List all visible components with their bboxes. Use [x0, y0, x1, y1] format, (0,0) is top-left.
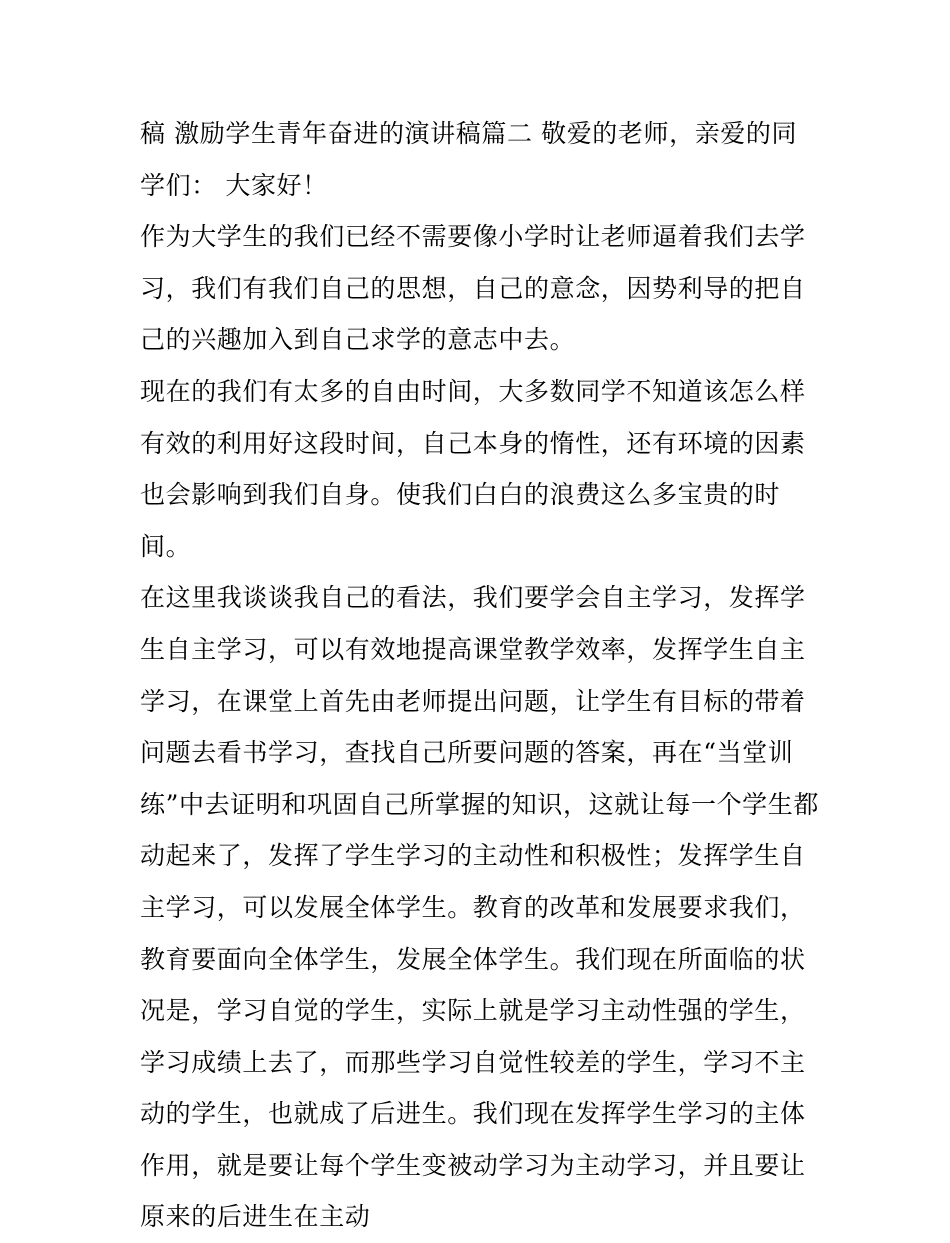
paragraph-free-time: 现在的我们有太多的自由时间，大多数同学不知道该怎么样有效的利用好这段时间，自己本身的惰性，还有环境的因素也会影响到我们自身。使我们白白的浪费这么多宝贵的时间。 [140, 376, 806, 561]
paragraph-opening: 稿 激励学生青年奋进的演讲稿篇二 敬爱的老师，亲爱的同学们： 大家好！ [140, 119, 798, 200]
paragraph-university-students: 作为大学生的我们已经不需要像小学时让老师逼着我们去学习，我们有我们自己的思想，自己的意念，因势利导的把自己的兴趣加入到自己求学的意志中去。 [140, 222, 806, 355]
paragraph-self-study: 在这里我谈谈我自己的看法，我们要学会自主学习，发挥学生自主学习，可以有效地提高课堂教学效率，发挥学生自主学习，在课堂上首先由老师提出问题，让学生有目标的带着问题去看书学习，查找自己所要问题的答案，再在“当堂训练”中去证明和巩固自己所掌握的知识，这就让每一个学生都动起来了，发挥了学生学习的主动性和积极性；发挥学生自主学习，可以发展全体学生。教育的改革和发展要求我们，教育要面向全体学生，发展全体学生。我们现在所面临的状况是，学习自觉的学生，实际上就是学习主动性强的学生，学习成绩上去了，而那些学习自觉性较差的学生，学习不主动的学生，也就成了后进生。我们现在发挥学生学习的主体作用，就是要让每个学生变被动学习为主动学习，并且要让原来的后进生在主动 [140, 583, 819, 1232]
document-body [140, 108, 820, 1243]
